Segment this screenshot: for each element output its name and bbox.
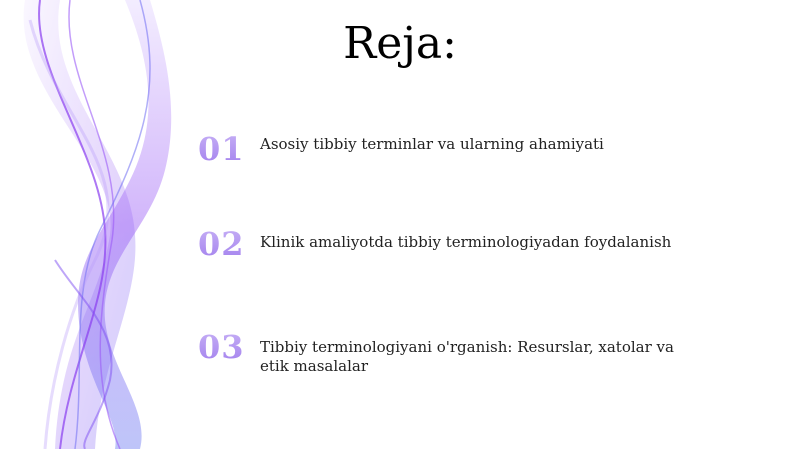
agenda-item-text: Tibbiy terminologiyani o'rganish: Resurslar, xatolar va etik masalalar [260,338,674,375]
slide-title: Reja: [343,18,457,69]
agenda-item-text: Klinik amaliyotda tibbiy terminologiyadan foydalanish [260,233,672,251]
smoke-ribbon-decoration [0,0,200,449]
agenda-item-number: 02 [198,225,245,263]
agenda-item-2 [198,225,718,288]
agenda-item-3 [198,328,718,391]
agenda-item-1 [198,130,718,193]
agenda-item-number: 01 [198,130,245,168]
agenda-item-text: Asosiy tibbiy terminlar va ularning ahamiyati [260,135,604,153]
agenda-item-number: 03 [198,328,245,366]
